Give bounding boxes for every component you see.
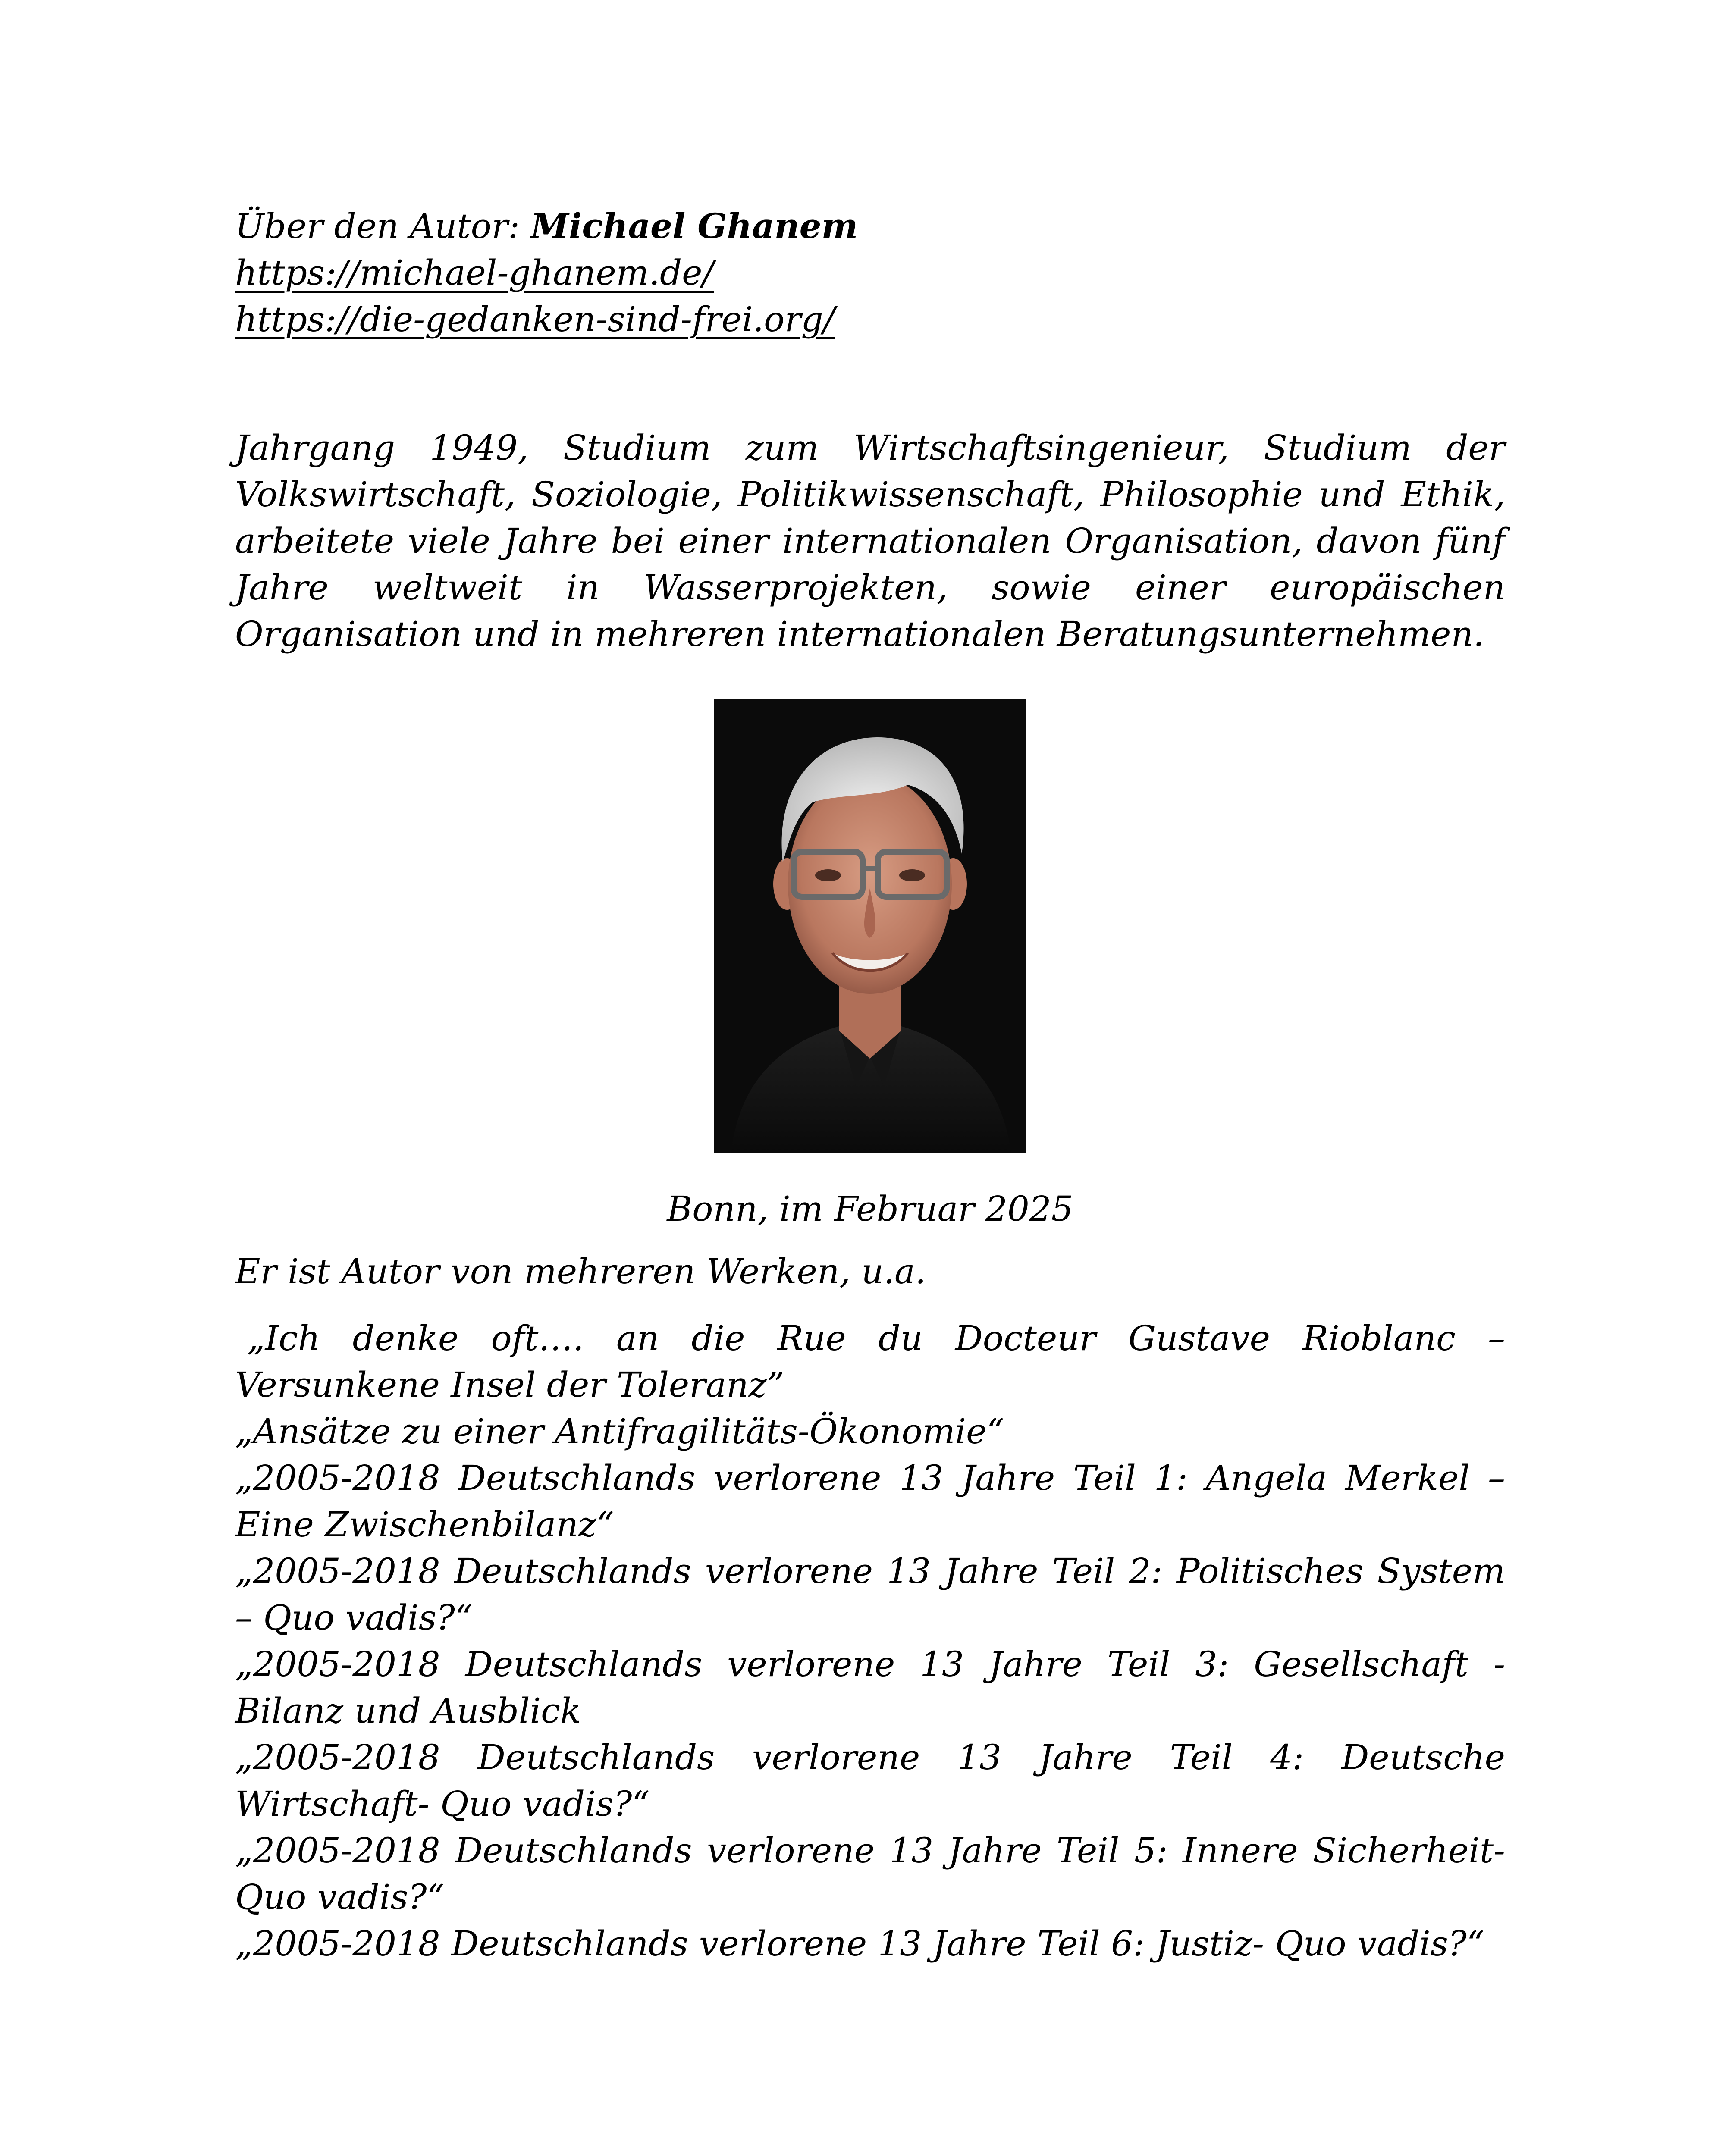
author-name: Michael Ghanem <box>530 206 858 246</box>
work-item: „2005-2018 Deutschlands verlorene 13 Jahre Teil 2: Politisches System – Quo vadis?“ <box>235 1551 1505 1638</box>
blog-link-line <box>235 296 1505 343</box>
author-portrait <box>714 699 1026 1153</box>
work-item: „Ansätze zu einer Antifragilitäts-Ökonomie“ <box>235 1411 1004 1451</box>
work-item: „2005-2018 Deutschlands verlorene 13 Jahre Teil 5: Innere Sicherheit- Quo vadis?“ <box>235 1830 1505 1917</box>
work-item: „2005-2018 Deutschlands verlorene 13 Jahre Teil 6: Justiz- Quo vadis?“ <box>235 1924 1484 1964</box>
about-prefix: Über den Autor: <box>235 206 531 246</box>
work-item: „Ich denke oft…. an die Rue du Docteur Gustave Rioblanc – Versunkene Insel der Toleranz” <box>235 1318 1505 1405</box>
author-heading <box>235 203 1505 250</box>
work-item: „2005-2018 Deutschlands verlorene 13 Jahre Teil 3: Gesellschaft - Bilanz und Ausblick <box>235 1644 1505 1731</box>
document-page <box>235 203 1505 1964</box>
place-date: Bonn, im Februar 2025 <box>667 1189 1073 1229</box>
website-link[interactable]: https://michael-ghanem.de/ <box>235 253 714 293</box>
website-link-line <box>235 250 1505 296</box>
blog-link[interactable]: https://die-gedanken-sind-frei.org/ <box>235 299 835 339</box>
work-item: „2005-2018 Deutschlands verlorene 13 Jahre Teil 4: Deutsche Wirtschaft- Quo vadis?“ <box>235 1737 1505 1824</box>
author-bio: Jahrgang 1949, Studium zum Wirtschaftsingenieur, Studium der Volkswirtschaft, Soziologie, Politikwissenschaft, Philosophie und Ethik, arbeitete viele Jahre bei einer internationalen Organisation, davon fünf Jahre weltweit in Wasserprojekten, sowie einer europäischen Organisation und in mehreren internationalen Beratungsunternehmen. <box>235 428 1505 654</box>
work-item: „2005-2018 Deutschlands verlorene 13 Jahre Teil 1: Angela Merkel – Eine Zwischenbilanz“ <box>235 1458 1505 1545</box>
author-portrait-icon <box>714 699 1026 1153</box>
works-list <box>235 1315 1505 1967</box>
works-intro: Er ist Autor von mehreren Werken, u.a. <box>235 1251 926 1291</box>
